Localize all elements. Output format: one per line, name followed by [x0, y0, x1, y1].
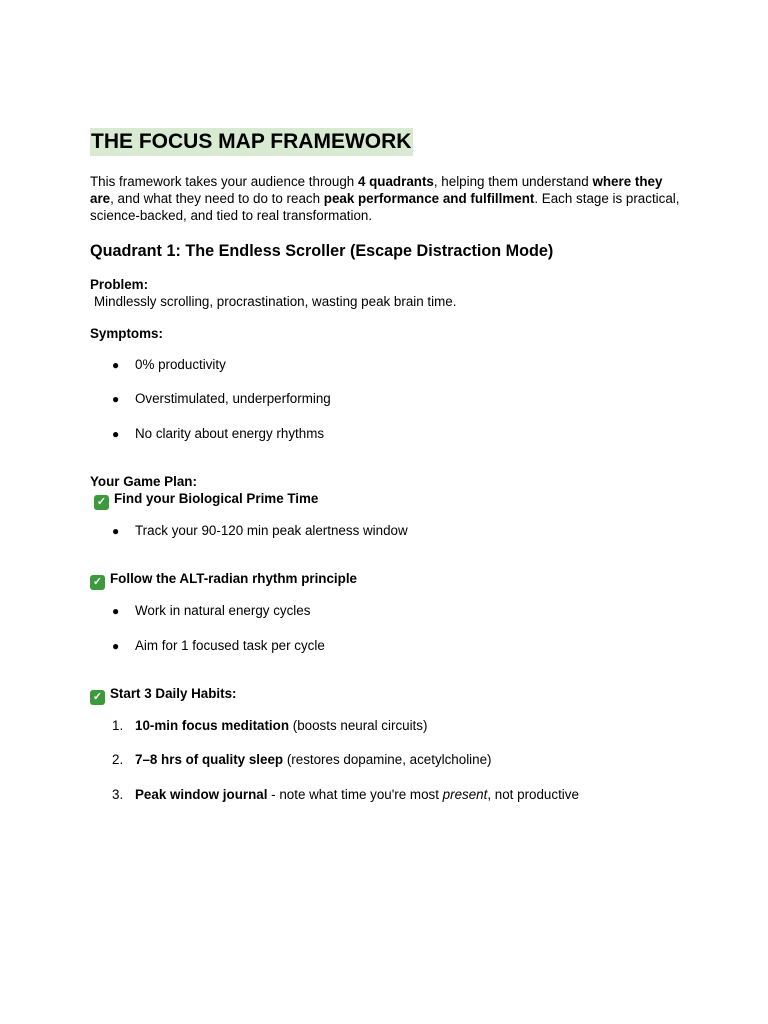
numbered-item: 3. Peak window journal - note what time you're most present, not productive [112, 787, 579, 802]
quadrant-heading: Quadrant 1: The Endless Scroller (Escape Distraction Mode) [90, 242, 554, 260]
step3-heading: ✓ Start 3 Daily Habits: [90, 686, 237, 705]
bullet-dot-icon: ● [112, 427, 120, 441]
check-mark-icon: ✓ [94, 495, 109, 510]
list-item: ● Overstimulated, underperforming [112, 391, 331, 406]
list-item: ● 0% productivity [112, 357, 226, 372]
list-item: ● Work in natural energy cycles [112, 603, 311, 618]
list-item: ● Track your 90-120 min peak alertness window [112, 523, 408, 538]
problem-label: Problem: [90, 277, 149, 292]
list-item: ● Aim for 1 focused task per cycle [112, 638, 325, 653]
bullet-dot-icon: ● [112, 604, 120, 618]
intro-paragraph: This framework takes your audience through 4 quadrants, helping them understand where they are, and what they need to do to reach peak performance and fulfillment. Each stage is practical, science-backed, and tied to real transformation. [90, 174, 680, 223]
bullet-dot-icon: ● [112, 639, 120, 653]
check-mark-icon: ✓ [90, 690, 105, 705]
page-title: THE FOCUS MAP FRAMEWORK [90, 128, 413, 156]
bullet-dot-icon: ● [112, 358, 120, 372]
game-plan-label: Your Game Plan: [90, 474, 197, 489]
bullet-dot-icon: ● [112, 392, 120, 406]
numbered-item: 2. 7–8 hrs of quality sleep (restores dopamine, acetylcholine) [112, 752, 492, 767]
symptoms-label: Symptoms: [90, 326, 163, 341]
numbered-item: 1. 10-min focus meditation (boosts neural circuits) [112, 718, 428, 733]
check-mark-icon: ✓ [90, 575, 105, 590]
bullet-dot-icon: ● [112, 524, 120, 538]
problem-text: Mindlessly scrolling, procrastination, wasting peak brain time. [94, 294, 457, 309]
list-item: ● No clarity about energy rhythms [112, 426, 325, 441]
step1-heading: ✓ Find your Biological Prime Time [94, 491, 318, 510]
step2-heading: ✓ Follow the ALT-radian rhythm principle [90, 571, 357, 590]
